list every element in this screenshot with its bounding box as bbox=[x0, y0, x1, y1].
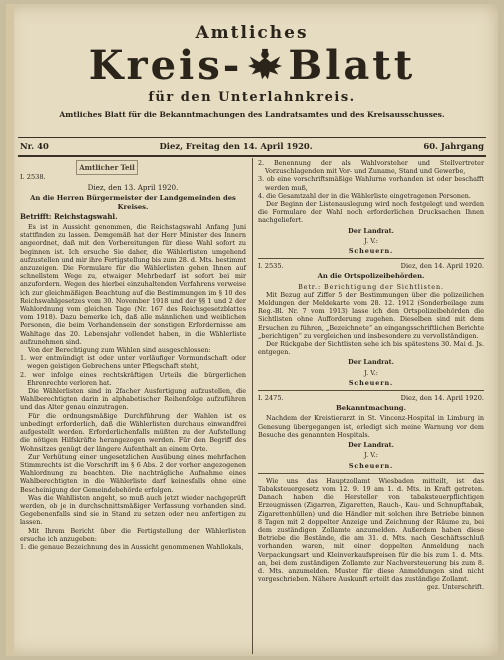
paragraph: Es ist in Aussicht genommen, die Reichstagswahl Anfang Juni stattfinden zu lassen. Demgemäß hat der Herr Minister des Innern angeordnet, daß mit den Vorbereitungen für diese Wahl sofort zu beginnen ist. Ich ersuche Sie daher, die Wählerlisten umgehend aufzustellen und mir ihre Fertigstellung bis zum 28. d. Mts. bestimmt anzuzeigen. Die Formulare für die Wählerlisten gehen Ihnen auf schnellstem Wege zu, etwaiger Mehrbedarf ist sofort bei mir anzufordern. Wegen des hierbei einzuhaltenden Verfahrens verweise ich zur gleichmäßigen Beachtung auf die Bestimmungen im § 10 des Reichswahlgesetzes vom 30. November 1918 und der §§ 1 und 2 der Wahlordnung vom gleichen Tage (Nr. 167 des Reichsgesetzblattes vom 1918). Dazu bemerke ich, daß alle männlichen und weiblichen Personen, die beim Vorhandensein der sonstigen Erfordernisse am Wahltage das 20. Lebensjahr vollendet haben, in die Wählerliste aufzunehmen sind. bbox=[20, 223, 246, 346]
entry-date: Diez, den 14. April 1920. bbox=[400, 394, 484, 403]
masthead-title-right: Blatt bbox=[288, 42, 416, 89]
entry-subject: Betr.: Berichtigung der Sichtlisten. bbox=[298, 282, 444, 291]
paragraph: Wie uns das Hauptzollamt Wiesbaden mitteilt, ist das Tabaksteuergesetz vom 12. 9. 19 am 1. d. Mts. in Kraft getreten. Danach haben die Hersteller von tabaksteuerpflichtigen Erzeugnissen (Zigarren, Zigaretten, Rauch-, Kau- und Schnupftabak, Zigarettenhüllen) und die Händler mit solchen ihre Betriebe binnen 8 Tagen mit 2 doppelter Anzeige und Zeichnung der Räume zu, bei dem zuständigen Zollamte anzumelden. Außerdem haben diese Betriebe die Bestände, die am 31. d. Mts. nach Geschäftsschluß vorhanden waren, mit einer doppelten Anmeldung nach Verpackungsart und Kleinverkaufspreisen für die bis zum 1. d. Mts. an, bei dem zuständigen Zollamte zur Nachversteuerung bis zum 8. d. Mts. anzumelden. Muster für diese Anmeldungen sind nicht vorgeschrieben. Nähere Auskunft erteilt das zuständige Zollamt. bbox=[258, 476, 484, 584]
list-item: 2. Benennung der als Wahlvorsteher und Stellvertreter Vorzuschlagenden mit Vor- und Zuname, Stand und Gewerbe, bbox=[258, 159, 484, 176]
divider bbox=[258, 390, 484, 391]
entry-number-row bbox=[20, 173, 246, 181]
page-edge bbox=[6, 4, 14, 656]
signature-name: Scheuern. bbox=[348, 247, 394, 256]
masthead-top: Amtliches bbox=[195, 23, 309, 43]
signature-title: Der Landrat. bbox=[348, 226, 394, 235]
signature-ia: J. V.: bbox=[364, 236, 378, 245]
masthead bbox=[16, 24, 488, 120]
list-item: 2. wer infolge eines rechtskräftigen Urteils die bürgerlichen Ehrenrechte verloren hat. bbox=[20, 370, 246, 387]
entry-number: I. 2535. bbox=[258, 262, 284, 271]
paragraph: Von der Berechtigung zum Wählen sind ausgeschlossen: bbox=[28, 346, 211, 355]
paragraph: Was die Wahllisten angeht, so muß auch jetzt wieder nachgeprüft werden, ob je in durchschnittsmäßiger Verfassung vorhanden sind. Gegebenenfalls sind sie in Stand zu setzen oder neu anfertigen zu lassen. bbox=[20, 493, 246, 527]
entry-number-row bbox=[258, 262, 484, 270]
issue-date: Diez, Freitag den 14. April 1920. bbox=[159, 141, 313, 151]
entry-date: Diez, den 14. April 1920. bbox=[400, 262, 484, 271]
entry-heading: Bekanntmachung. bbox=[336, 404, 406, 413]
entry-heading: An die Herren Bürgermeister der Landgemeinden des Kreises. bbox=[30, 194, 236, 211]
signature-title: Der Landrat. bbox=[348, 441, 394, 450]
issue-rule-bottom bbox=[18, 155, 486, 157]
entry-number: I. 2475. bbox=[258, 394, 284, 403]
masthead-description: Amtliches Blatt für die Bekanntmachungen des Landratsamtes und des Kreisausschusses. bbox=[59, 110, 445, 119]
entry-number: I. 2538. bbox=[20, 173, 46, 181]
issue-number: Nr. 40 bbox=[20, 141, 49, 151]
masthead-subtitle: für den Unterlahnkreis. bbox=[148, 90, 356, 105]
paragraph: Zur Verhütung einer ungesetzlichen Ausübung eines mehrfachen Stimmrechts ist die Vorschrift im § 6 Abs. 2 der vorher angezogenen Wahlordnung zu beachten. Die nachträgliche Aufnahme eines Wahlberechtigten in die Wählerliste darf keinesfalls ohne eine Bescheinigung der Gemeindebehörde erfolgen. bbox=[20, 452, 246, 494]
paragraph: Die Wählerlisten sind in 2facher Ausfertigung aufzustellen, die Wahlberechtigten darin in alphabetischer Reihenfolge aufzuführen und das Alter genau einzutragen. bbox=[20, 387, 246, 412]
newspaper-page bbox=[6, 4, 498, 656]
entry-subject: Betrifft: Reichstagswahl. bbox=[20, 211, 118, 221]
paragraph: Mit Ihrem Bericht über die Fertigstellung der Wählerlisten ersuche ich anzugeben: bbox=[20, 526, 246, 543]
issue-volume: 60. Jahrgang bbox=[423, 141, 484, 151]
list-item: 1. wer entmündigt ist oder unter vorläufiger Vormundschaft oder wegen geistigen Gebrechens unter Pflegschaft steht, bbox=[20, 354, 246, 371]
entry-heading: An die Ortspolizeibehörden. bbox=[317, 272, 425, 281]
left-column bbox=[20, 159, 246, 551]
divider bbox=[258, 473, 484, 474]
paragraph: Der Beginn der Listenauslegung wird noch festgelegt und werden die Formulare der Wahl noch erforderlichen Drucksachen Ihnen nachgeliefert. bbox=[258, 200, 484, 225]
paragraph: Mit Bezug auf Ziffer 5 der Bestimmungen über die polizeilichen Meldungen der Meldekarte vom 28. 12. 1912 (Sonderbeilage zum Reg.-Bl. Nr. 7 vom 1913) lasse ich den Ortspolizeibehörden die Sichtlisten ohne Aufforderung zugehen. Dieselben sind mit dem Ersuchen zu führen, „Bezeichnete“ an eingangsschriftlichen Berichte „berichtigen“ zu vergleichen und insbesondere zu vervollständigen. bbox=[258, 290, 484, 340]
issue-line bbox=[20, 141, 484, 154]
section-stamp: Amtlicher Teil bbox=[76, 160, 138, 175]
column-divider bbox=[252, 158, 253, 654]
signature-name: Scheuern. bbox=[348, 378, 394, 387]
masthead-title-left: Kreis- bbox=[88, 42, 243, 89]
right-column bbox=[258, 159, 484, 592]
list-item: 3. ob eine vorschriftsmäßige Wahlurne vorhanden ist oder beschafft werden muß, bbox=[258, 175, 484, 192]
signature-ia: J. V.: bbox=[364, 368, 378, 377]
list-item: 1. die genaue Bezeichnung des in Aussicht genommenen Wahllokals, bbox=[20, 542, 244, 551]
paragraph: Nachdem der Kreistierarzt in St. Vincenz-Hospital in Limburg in Genesung übergegangen ist, erledigt sich meine Warnung vor dem Besuche des genannten Hospitals. bbox=[258, 414, 484, 439]
entry-date: Diez, den 13. April 1920. bbox=[87, 183, 179, 193]
signature-name: Scheuern. bbox=[348, 461, 394, 470]
divider bbox=[258, 258, 484, 259]
signature-ia: J. V.: bbox=[364, 451, 378, 460]
eagle-emblem-icon bbox=[246, 47, 284, 83]
issue-rule-top bbox=[18, 137, 486, 138]
signature-title: Der Landrat. bbox=[348, 358, 394, 367]
paragraph: Für die ordnungsmäßige Durchführung der Wahlen ist es unbedingt erforderlich, daß die Wählerlisten durchaus einwandfrei aufgestellt werden. Erforderlichenfalls müßten zu der Aufstellung die nötigen Hilfskräfte herangezogen werden. Für den Begriff des Wohnsitzes genügt der längere Aufenthalt an einem Orte. bbox=[20, 411, 246, 453]
list-item: 4. die Gesamtzahl der in die Wählerliste eingetragenen Personen. bbox=[258, 191, 471, 200]
entry-signature: gez. Unterschrift. bbox=[426, 583, 484, 592]
masthead-title bbox=[16, 44, 488, 88]
entry-number-row bbox=[258, 394, 484, 402]
paragraph: Der Rückgabe der Sichtlisten sehe ich bis spätestens 30. Mai d. Js. entgegen. bbox=[258, 340, 484, 357]
